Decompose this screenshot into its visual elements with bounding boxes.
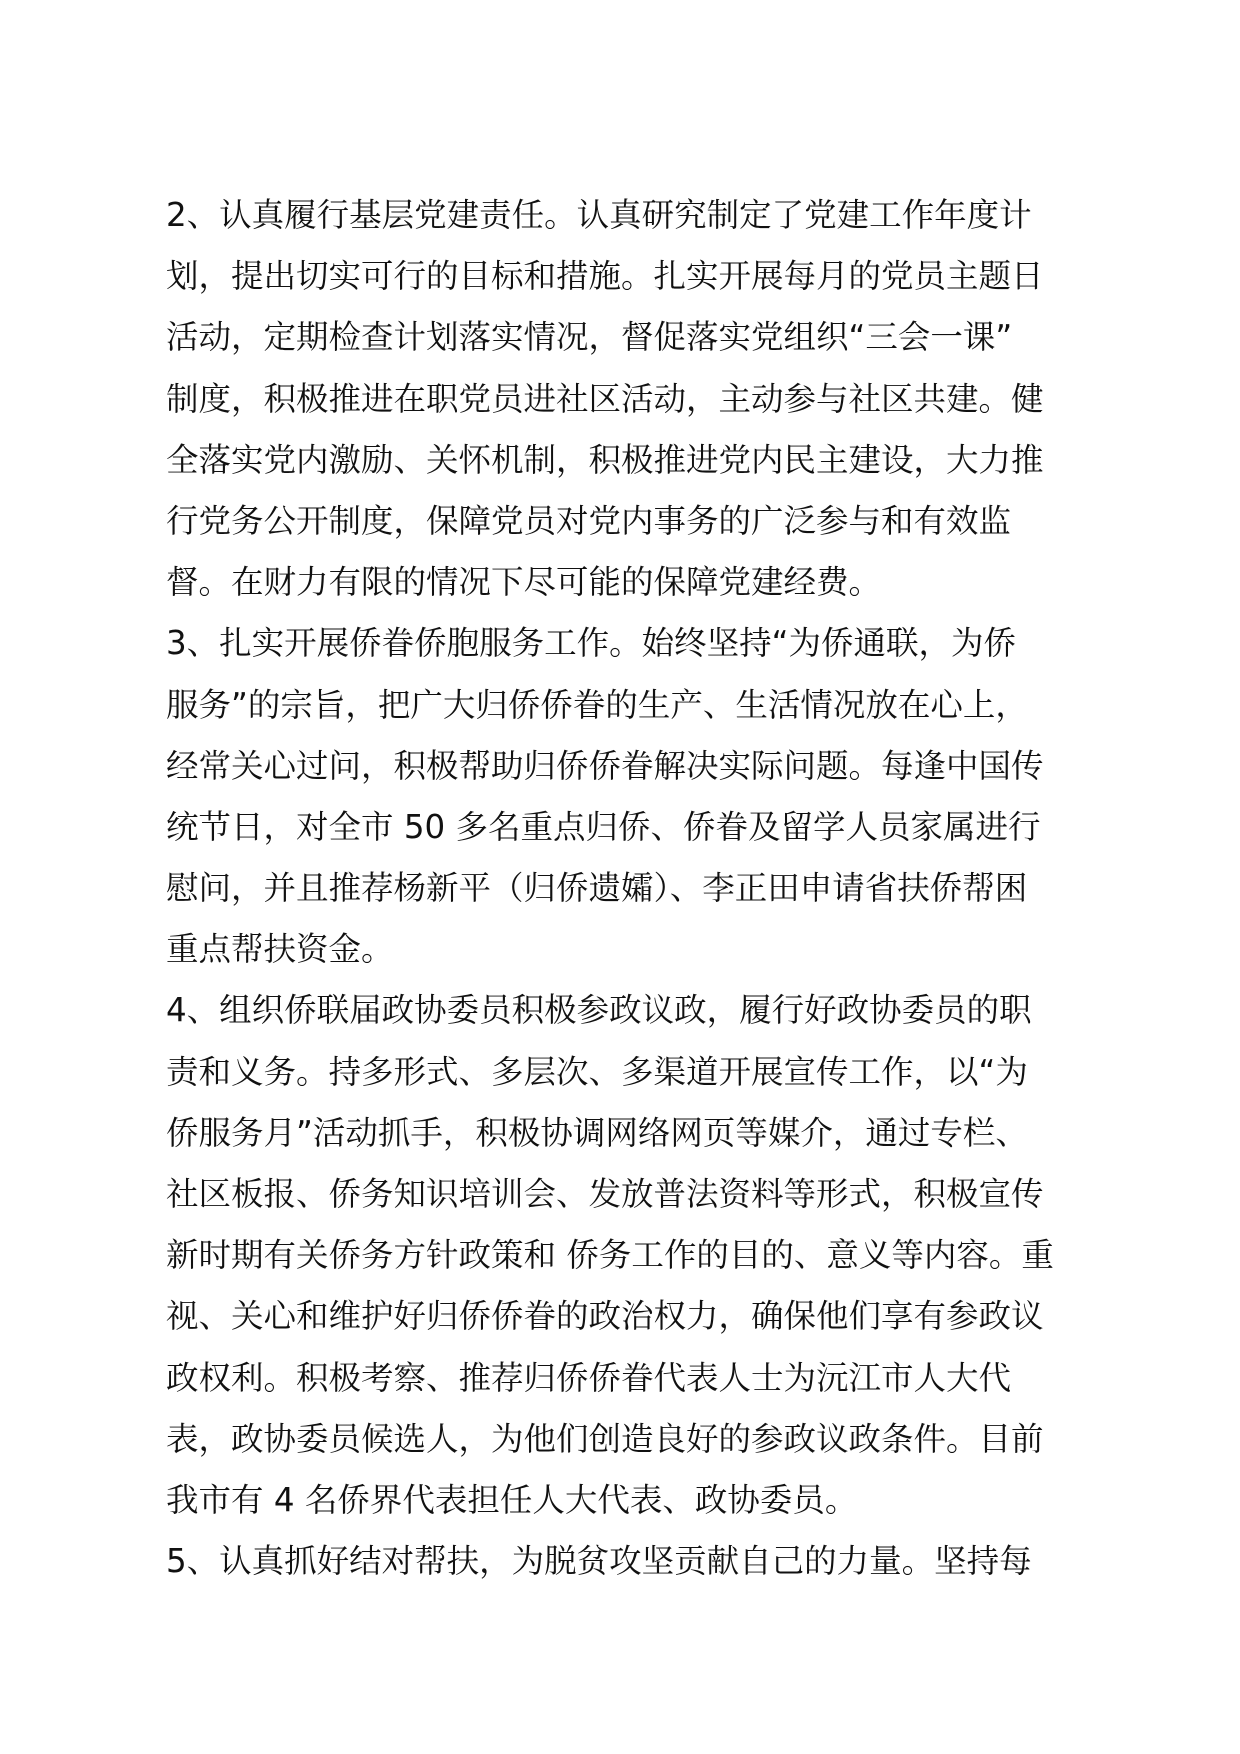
text-line: 4、组织侨联届政协委员积极参政议政，履行好政协委员的职 (166, 991, 1032, 1030)
text-line: 行党务公开制度，保障党员对党内事务的广泛参与和有效监 (166, 501, 1012, 540)
text-line: 制度，积极推进在职党员进社区活动，主动参与社区共建。健 (166, 379, 1044, 418)
text-line: 5、认真抓好结对帮扶，为脱贫攻坚贡献自己的力量。坚持每 (166, 1542, 1032, 1581)
text-line: 活动，定期检查计划落实情况，督促落实党组织“三会一课” (166, 318, 1013, 357)
body-text (166, 185, 1078, 1592)
text-line: 重点帮扶资金。 (166, 930, 394, 969)
text-line: 新时期有关侨务方针政策和 侨务工作的目的、意义等内容。重 (166, 1236, 1054, 1275)
text-line: 慰问，并且推荐杨新平（归侨遗孀）、李正田申请省扶侨帮困 (166, 869, 1028, 908)
text-line: 视、关心和维护好归侨侨眷的政治权力，确保他们享有参政议 (166, 1297, 1044, 1336)
text-line: 全落实党内激励、关怀机制，积极推进党内民主建设，大力推 (166, 440, 1044, 479)
text-line: 经常关心过问，积极帮助归侨侨眷解决实际问题。每逢中国传 (166, 746, 1044, 785)
text-line: 3、扎实开展侨眷侨胞服务工作。始终坚持“为侨通联，为侨 (166, 624, 1017, 663)
text-line: 责和义务。持多形式、多层次、多渠道开展宣传工作，以“为 (166, 1052, 1028, 1091)
text-line: 服务”的宗旨，把广大归侨侨眷的生产、生活情况放在心上， (166, 685, 1028, 724)
text-line: 统节日，对全市 50 多名重点归侨、侨眷及留学人员家属进行 (166, 807, 1041, 846)
text-line: 侨服务月”活动抓手，积极协调网络网页等媒介，通过专栏、 (166, 1113, 1028, 1152)
text-line: 我市有 4 名侨界代表担任人大代表、政协委员。 (166, 1480, 858, 1519)
text-line: 表，政协委员候选人，为他们创造良好的参政议政条件。目前 (166, 1419, 1044, 1458)
text-line: 社区板报、侨务知识培训会、发放普法资料等形式，积极宣传 (166, 1175, 1044, 1213)
text-line: 划，提出切实可行的目标和措施。扎实开展每月的党员主题日 (166, 257, 1044, 296)
text-line: 政权利。积极考察、推荐归侨侨眷代表人士为沅江市人大代 (166, 1358, 1012, 1397)
text-line: 督。在财力有限的情况下尽可能的保障党建经费。 (166, 563, 882, 602)
text-line: 2、认真履行基层党建责任。认真研究制定了党建工作年度计 (166, 196, 1032, 234)
